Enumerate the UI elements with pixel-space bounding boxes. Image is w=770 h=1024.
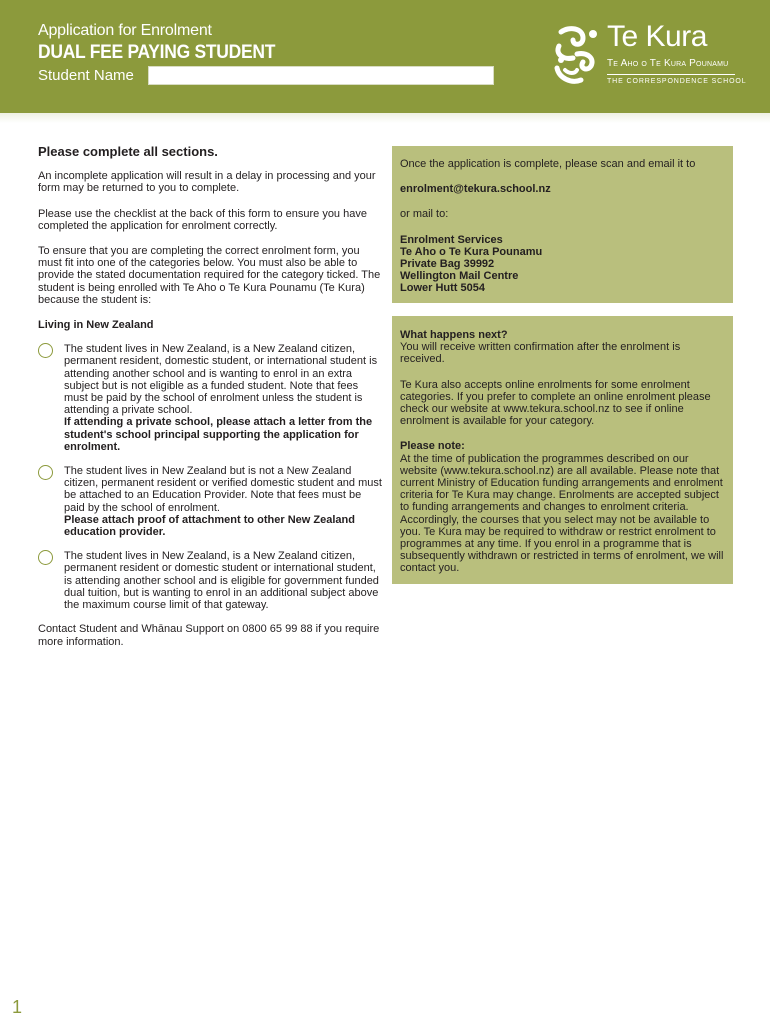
koru-icon — [553, 24, 603, 88]
address-line: Wellington Mail Centre — [400, 270, 519, 283]
next-steps-heading: What happens next? — [400, 329, 508, 341]
option-requirement: Please attach proof of attachment to other New Zealand education provider. — [64, 513, 355, 539]
header-banner — [0, 0, 770, 113]
or-mail-label: or mail to: — [400, 208, 449, 221]
page-number: 1 — [12, 997, 23, 1017]
option-text: The student lives in New Zealand, is a New Zealand citizen, permanent resident, domestic student, or international student is attending another school and is wanting to enrol in an extra subject but is not eligible as a funded student. Note that fees must be paid by the school of enrolment unless the student is attending a private school. — [64, 343, 378, 417]
address-line: Te Aho o Te Kura Pounamu — [400, 245, 543, 258]
incomplete-warning: An incomplete application will result in a delay in processing and your form may be returned to you to complete. — [38, 170, 376, 195]
student-name-field[interactable] — [148, 66, 494, 85]
next-steps-text: You will receive written confirmation after the enrolment is received. — [400, 341, 681, 366]
note-text: At the time of publication the programmes described on our website (www.tekura.school.nz) are all available. Please note that current Ministry of Education funding arrangements and enrolment criteria for Te Kura may change. Enrolments are accepted subject to funding arrangements and changes to enrolment criteria. Accordingly, the courses that you select may not be available to you. Te Kura may be required to withdraw or restrict enrolment to programmes at any time. If you enrol in a programme that is subsequently withdrawn or restricted in terms of enrolment, we will contact you. — [400, 452, 724, 575]
contact-info: Contact Student and Whānau Support on 0800 65 99 88 if you require more information. — [38, 623, 380, 648]
category-option — [38, 343, 383, 453]
submission-intro: Once the application is complete, please scan and email it to — [400, 158, 696, 170]
student-name-label: Student Name — [38, 67, 134, 84]
option-text: The student lives in New Zealand, is a New Zealand citizen, permanent resident or domestic student or international student, is attending another school and is eligible for government funded dual tuition, but is wanting to enrol in an additional subject above the maximum course limit of that gateway. — [64, 550, 379, 612]
postal-address — [400, 234, 725, 295]
application-title: Application for Enrolment — [38, 22, 212, 39]
category-radio-1[interactable] — [38, 343, 53, 358]
category-radio-3[interactable] — [38, 550, 53, 565]
form-title: DUAL FEE PAYING STUDENT — [38, 42, 276, 63]
address-line: Lower Hutt 5054 — [400, 282, 485, 295]
checklist-note: Please use the checklist at the back of this form to ensure you have completed the application for enrolment correctly. — [38, 207, 367, 232]
address-line: Enrolment Services — [400, 233, 503, 246]
category-intro: To ensure that you are completing the correct enrolment form, you must fit into one of the categories below. You must also be able to provide the stated documentation required for the category ticked. The student is being enrolled with Te Aho o Te Kura Pounamu (Te Kura) because the student is: — [38, 245, 381, 306]
category-option — [38, 465, 383, 538]
online-enrolment-text: Te Kura also accepts online enrolments for some enrolment categories. If you prefer to complete an online enrolment please check our website at www.tekura.school.nz to see if online enrolment is available for your category. — [400, 378, 711, 428]
instructions-column — [38, 146, 383, 661]
section-heading: Please complete all sections. — [38, 144, 218, 159]
enrolment-email: enrolment@tekura.school.nz — [400, 183, 551, 196]
note-heading: Please note: — [400, 440, 465, 453]
logo-subtitle: Te Aho o Te Kura Pounamu — [607, 58, 729, 69]
option-text: The student lives in New Zealand but is not a New Zealand citizen, permanent resident or verified domestic student and must be attached to an Education Provider. Note that fees must be paid by the school of enrolment. — [64, 465, 382, 514]
submission-panel — [392, 146, 733, 303]
logo-tagline: THE CORRESPONDENCE SCHOOL — [607, 78, 747, 85]
option-requirement: If attending a private school, please attach a letter from the student's school principal supporting the application for enrolment. — [64, 416, 373, 453]
address-line: Private Bag 39992 — [400, 258, 495, 271]
logo-name: Te Kura — [607, 20, 707, 53]
category-option — [38, 550, 383, 611]
logo-divider — [607, 74, 735, 75]
category-radio-2[interactable] — [38, 465, 53, 480]
living-in-nz-heading: Living in New Zealand — [38, 319, 154, 332]
next-steps-panel — [392, 316, 733, 584]
te-kura-logo — [553, 20, 747, 88]
